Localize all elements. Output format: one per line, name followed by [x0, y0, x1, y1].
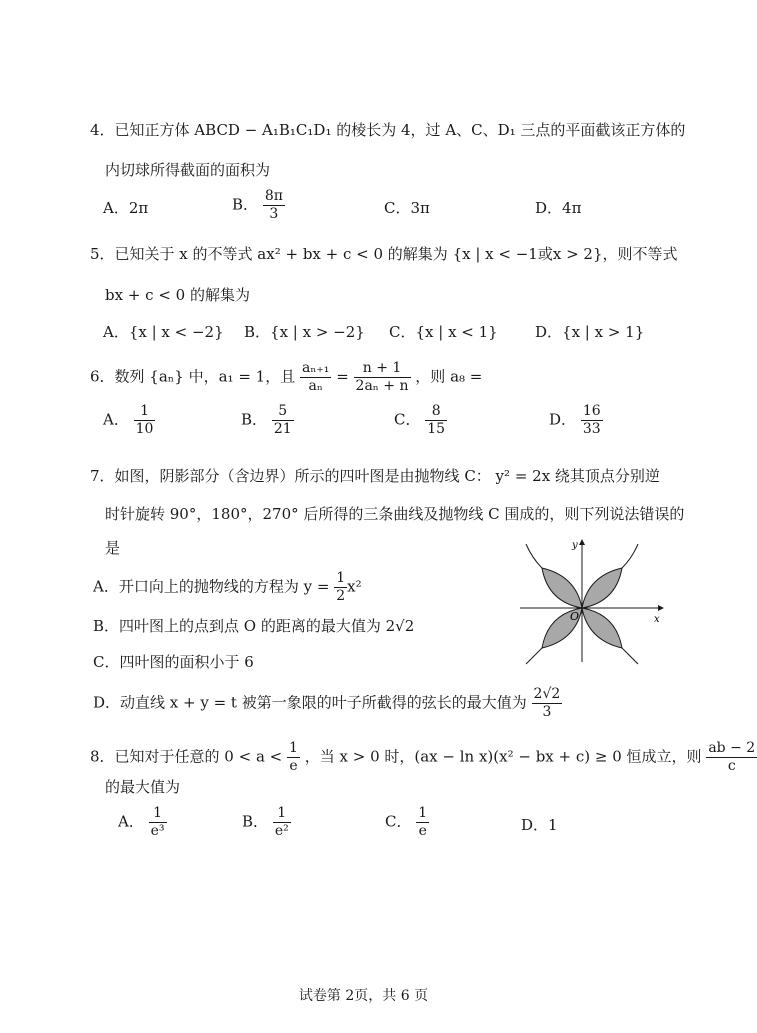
q6-option-a-denominator: 10 — [135, 421, 154, 437]
q6-rhs-numerator: n + 1 — [354, 360, 411, 378]
y-axis-arrow — [579, 539, 585, 545]
q8-target-fraction — [706, 740, 757, 775]
q6-option-b-fraction — [272, 403, 294, 438]
q7-option-a-numerator: 1 — [336, 570, 346, 586]
q4-line2: 内切球所得截面的面积为 — [105, 161, 271, 179]
q8-option-c-denominator: e — [418, 823, 427, 839]
q8-option-b[interactable] — [242, 805, 291, 840]
q8-middle: ，当 x > 0 时，(ax − ln x)(x² − bx + c) ≥ 0 恒成立，则 — [304, 747, 702, 766]
q6-suffix: ，则 a₈ = — [415, 367, 483, 386]
q7-option-a-denominator: 2 — [336, 588, 346, 604]
q6-prefix: 6．数列 {aₙ} 中，a₁ = 1，且 — [90, 367, 296, 386]
q6-option-a-fraction — [134, 403, 156, 438]
q4-option-c-label: C． — [384, 199, 411, 217]
q7-option-d-denominator: 3 — [542, 704, 552, 720]
q8-option-d-label: D． — [521, 816, 549, 834]
leaf-fourth-quadrant — [582, 608, 622, 648]
q6-ratio-denominator: aₙ — [308, 378, 323, 394]
parabola-arc-left — [526, 544, 542, 568]
q4-option-a-label: A． — [103, 199, 129, 217]
q5-option-a[interactable]: A．{x | x < −2} — [103, 323, 224, 341]
q8-option-b-label: B． — [242, 812, 269, 831]
q5-line1: 5．已知关于 x 的不等式 ax² + bx + c < 0 的解集为 {x | x < −1或x > 2}，则不等式 — [90, 245, 678, 263]
q6-option-c-label: C． — [394, 410, 421, 429]
q6-option-c[interactable] — [394, 403, 447, 438]
q7-option-a-fraction — [334, 570, 347, 605]
q7-line1: 7．如图，阴影部分（含边界）所示的四叶图是由抛物线 C： y² = 2x 绕其顶点分别逆 — [90, 467, 660, 485]
y-axis-label: y — [572, 540, 578, 551]
q7-option-b[interactable]: B．四叶图上的点到点 O 的距离的最大值为 2√2 — [93, 617, 415, 635]
q4-option-d-value: 4π — [562, 199, 582, 217]
q8-option-a-denominator: e³ — [150, 823, 165, 839]
q7-option-d[interactable] — [93, 686, 562, 721]
q4-option-b-denominator: 3 — [269, 206, 279, 222]
q4-option-a-value: 2π — [128, 199, 149, 217]
q6-option-c-numerator: 8 — [425, 403, 447, 421]
q4-line1: 4．已知正方体 ABCD − A₁B₁C₁D₁ 的棱长为 4，过 A、C、D₁ 三点的平面截该正方体的 — [90, 121, 686, 139]
q6-option-b-label: B． — [241, 410, 268, 429]
parabola-arc-lower-left — [526, 648, 542, 664]
q7-option-a[interactable] — [93, 570, 362, 605]
parabola-arc-right — [622, 544, 638, 568]
q6-option-d-fraction — [581, 403, 603, 438]
q8-option-b-denominator: e² — [274, 823, 289, 839]
q6-stem — [90, 360, 482, 395]
q5-option-c[interactable]: C．{x | x < 1} — [389, 323, 498, 341]
q4-option-d[interactable] — [535, 198, 581, 218]
q6-option-b-numerator: 5 — [272, 403, 294, 421]
q8-one-over-e-numerator: 1 — [289, 740, 298, 756]
q4-option-b-numerator: 8π — [264, 188, 283, 204]
q8-option-c-numerator: 1 — [418, 805, 428, 821]
q8-option-d[interactable] — [521, 815, 558, 835]
q6-option-a-label: A． — [103, 410, 129, 429]
q8-option-c-fraction — [416, 805, 429, 840]
leaf-first-quadrant — [582, 568, 622, 608]
q8-option-a[interactable] — [118, 805, 167, 840]
q5-line2: bx + c < 0 的解集为 — [105, 286, 250, 304]
q6-option-d-numerator: 16 — [582, 403, 601, 419]
q7-option-d-numerator: 2√2 — [533, 686, 561, 702]
q6-ratio-fraction — [300, 360, 331, 395]
q6-equals: = — [336, 367, 349, 386]
q8-option-d-value: 1 — [548, 816, 558, 834]
q8-one-over-e-denominator: e — [289, 758, 298, 774]
q6-option-a[interactable] — [103, 403, 155, 438]
q8-option-a-numerator: 1 — [149, 805, 167, 823]
q8-target-numerator: ab − 2 — [708, 740, 756, 756]
q8-line2: 的最大值为 — [105, 778, 181, 796]
q6-option-c-fraction — [425, 403, 447, 438]
q4-option-b-label: B． — [232, 195, 259, 214]
page-footer: 试卷第 2页，共 6 页 — [298, 988, 429, 1004]
q6-option-d-label: D． — [549, 410, 577, 429]
q4-option-b[interactable] — [232, 188, 285, 223]
q8-option-c-label: C． — [385, 812, 412, 831]
q8-option-b-numerator: 1 — [273, 805, 291, 823]
q4-option-c[interactable] — [384, 198, 430, 218]
q5-option-b[interactable]: B．{x | x > −2} — [244, 323, 365, 341]
q4-option-b-fraction — [263, 188, 285, 223]
q7-option-d-prefix: D．动直线 x + y = t 被第一象限的叶子所截得的弦长的最大值为 — [93, 693, 527, 712]
q6-option-d-denominator: 33 — [582, 421, 601, 437]
q5-option-d[interactable]: D．{x | x > 1} — [535, 323, 645, 341]
x-axis-label: x — [654, 614, 660, 625]
parabola-arc-lower-right — [622, 648, 638, 664]
q6-option-b[interactable] — [241, 403, 294, 438]
q4-option-d-label: D． — [535, 199, 563, 217]
q8-option-a-fraction — [149, 805, 167, 840]
q7-option-c[interactable]: C．四叶图的面积小于 6 — [93, 653, 254, 671]
q7-option-d-fraction — [532, 686, 563, 721]
q8-prefix: 8．已知对于任意的 0 < a < — [90, 747, 283, 766]
q6-option-a-numerator: 1 — [134, 403, 156, 421]
q8-option-c[interactable] — [385, 805, 429, 840]
q8-one-over-e — [287, 740, 300, 775]
leaf-second-quadrant — [542, 568, 582, 608]
four-leaf-figure — [516, 536, 666, 666]
q6-ratio-numerator: aₙ₊₁ — [302, 360, 330, 376]
q4-option-c-value: 3π — [410, 199, 430, 217]
q7-option-a-suffix: x² — [347, 577, 362, 596]
q8-option-b-fraction — [273, 805, 291, 840]
q6-option-d[interactable] — [549, 403, 603, 438]
q8-stem — [90, 740, 757, 775]
q7-option-a-prefix: A．开口向上的抛物线的方程为 y = — [93, 577, 330, 596]
x-axis-arrow — [658, 605, 664, 611]
q6-option-c-denominator: 15 — [427, 421, 446, 437]
q8-option-a-label: A． — [118, 812, 144, 831]
origin-label: O — [570, 610, 580, 623]
q7-line3: 是 — [105, 539, 121, 557]
q8-target-denominator: c — [727, 758, 736, 774]
q6-rhs-fraction — [354, 360, 411, 395]
q6-option-b-denominator: 21 — [273, 421, 292, 437]
q7-line2: 时针旋转 90°，180°，270° 后所得的三条曲线及抛物线 C 围成的，则下列说法错误的 — [105, 505, 685, 523]
q4-option-a[interactable] — [103, 198, 148, 218]
q6-rhs-denominator: 2aₙ + n — [355, 378, 409, 394]
